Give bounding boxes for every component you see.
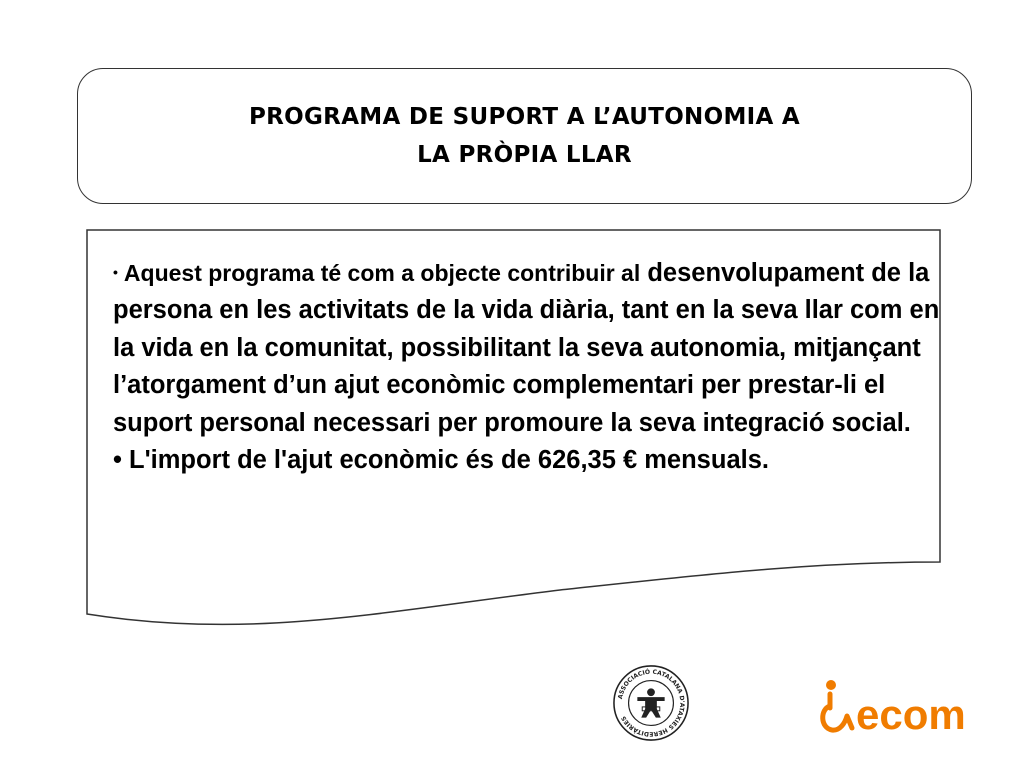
page-title-line-2: LA PRÒPIA LLAR: [417, 142, 632, 168]
association-seal-logo: [612, 664, 690, 742]
seal-text: ASSOCIACIÓ CATALANA D'ATAXIES HEREDITÀRIES: [616, 668, 686, 738]
ecom-brand-text: ecom: [856, 691, 966, 736]
bullet-marker: •: [113, 264, 118, 280]
ecom-logo: [818, 676, 978, 736]
paragraph-1-rest: desenvolupament de la persona en les activitats de la vida diària, tant en la seva llar com en la vida en la comunitat, possibilitant la seva autonomia, mitjançant l’atorgament d’un ajut econòmic complementari per prestar-li el suport personal necessari per promoure la seva integració social.: [113, 259, 940, 437]
page-title-line-1: PROGRAMA DE SUPORT A L’AUTONOMIA A: [248, 104, 800, 130]
program-description: [113, 254, 943, 479]
paragraph-1-lead: Aquest programa té com a objecte contribuir al: [123, 260, 641, 286]
bullet-marker: •: [113, 446, 122, 475]
paragraph-1: [113, 254, 943, 442]
paragraph-2-text: L'import de l'ajut econòmic és de 626,35 € mensuals.: [129, 446, 769, 475]
wheelchair-symbol-icon: [818, 676, 978, 736]
paragraph-2: [113, 442, 943, 479]
